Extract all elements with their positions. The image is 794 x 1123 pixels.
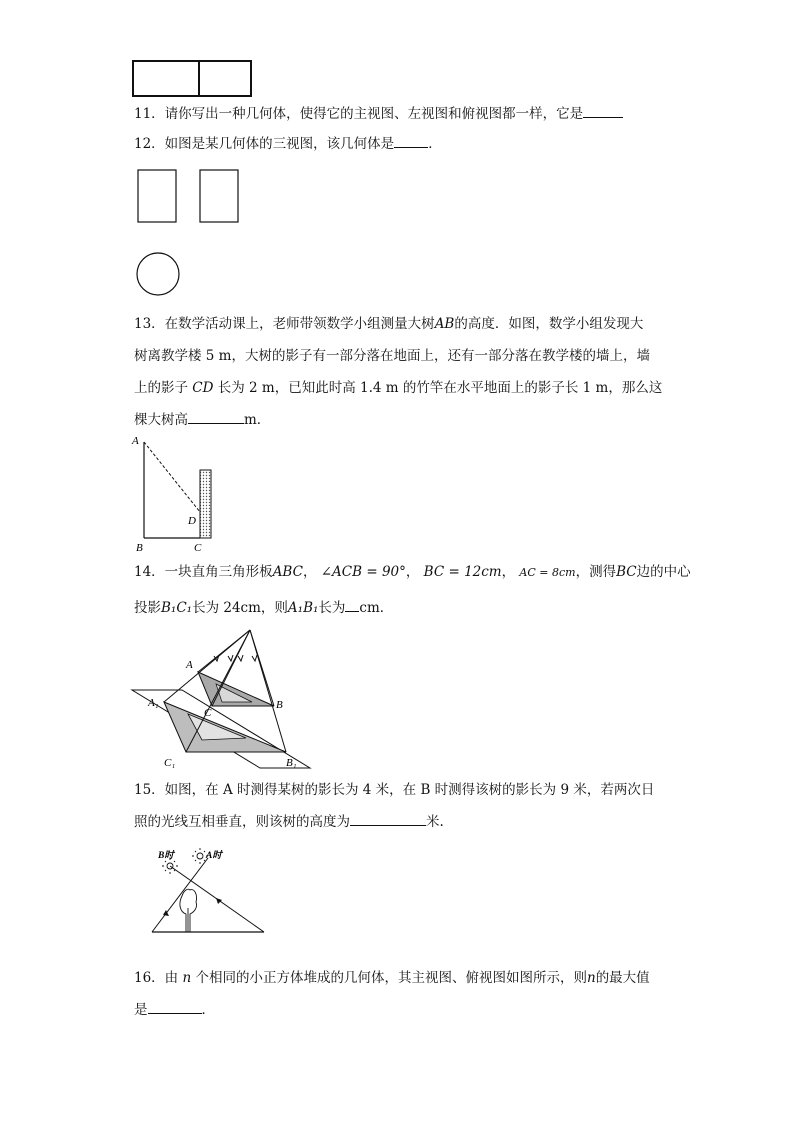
side-view-rect (200, 170, 238, 222)
front-view-rect (138, 170, 176, 222)
label-a: A (132, 435, 139, 447)
q14-var-bc: BC (616, 564, 637, 580)
q13-unit: m． (244, 412, 271, 428)
label-a-time: A时 (206, 851, 222, 861)
arrow-b (216, 898, 222, 904)
top-view-circle (137, 253, 179, 295)
q16-line2a: 是 (134, 1002, 148, 1018)
q13-line4: 棵大树高 (134, 412, 188, 428)
q13-var-cd: CD (192, 380, 214, 396)
q11-text: 11．请你写出一种几何体，使得它的主视图、左视图和俯视图都一样，它是 (134, 106, 584, 122)
question-15-line-1 (134, 774, 654, 806)
q14-line1c: 边的中心 (636, 564, 691, 580)
q14-var-abc: ABC (272, 564, 303, 580)
question-14-line-2 (134, 592, 393, 624)
label-d: D (188, 515, 196, 527)
q16-line1b: 个相同的小正方体堆成的几何体，其主视图、俯视图如图所示，则 (195, 970, 587, 986)
q14-line2a: 投影 (134, 600, 161, 616)
label-a1: A₁ (148, 697, 159, 709)
q15-line2: 照的光线互相垂直，则该树的高度为 (134, 814, 350, 830)
sun-ray (144, 442, 200, 512)
label-b: B (276, 699, 283, 711)
three-views-figure (134, 166, 246, 298)
q13-line1b: 的高度．如图，数学小组发现大 (454, 316, 644, 332)
building-wall (200, 470, 211, 538)
q14-answer-blank (345, 597, 359, 612)
q14-var-b1c1: B₁C₁ (161, 600, 193, 616)
q13-line3b: 长为 2 m，已知此时高 1.4 m 的竹竿在水平地面上的影子长 1 m，那么这 (217, 380, 663, 396)
q16-var-n-2: n (586, 970, 596, 986)
q11-answer-blank (583, 103, 623, 118)
central-projection-figure (128, 626, 314, 772)
q12-text: 12．如图是某几何体的三视图，该几何体是 (134, 136, 395, 152)
label-b-time: B时 (158, 851, 174, 861)
label-b: B (136, 542, 143, 554)
q16-answer-blank (148, 999, 202, 1014)
q16-line1c: 的最大值 (595, 970, 650, 986)
q14-line2b: 长为 24cm，则 (192, 600, 288, 616)
q15-answer-blank (350, 811, 426, 826)
q12-end: ． (428, 136, 442, 152)
top-view-figure (132, 60, 254, 98)
q12-answer-blank (394, 133, 428, 148)
question-15-line-2 (134, 806, 444, 838)
question-16-line-2 (134, 994, 215, 1026)
label-c: C (194, 542, 202, 554)
q15-unit: 米. (426, 814, 444, 830)
q14-bc: BC = 12cm (423, 564, 502, 580)
label-c1: C₁ (164, 757, 176, 769)
label-c: C (204, 707, 212, 719)
q15-line1: 15．如图，在 A 时测得某树的影长为 4 米，在 B 时测得该树的影长为 9 米，若两次日 (134, 782, 655, 798)
q16-end: ． (201, 1002, 215, 1018)
q16-line1a: 16．由 (134, 970, 179, 986)
ray-a (152, 858, 208, 932)
q14-line2c: 长为 (318, 600, 346, 616)
q14-line1b: ，测得 (575, 564, 617, 580)
q13-var-ab: AB (434, 316, 455, 332)
tree-shadow-figure (146, 844, 270, 936)
question-14-line-1: 14．一块直角三角形板ABC， ∠ACB = 90°， BC = 12cm， AC = 8cm，测得BC边的中心 (134, 564, 691, 580)
question-11 (134, 98, 623, 130)
triangle-shadow (164, 702, 286, 752)
q13-line3a: 上的影子 (134, 380, 188, 396)
q14-line1a: 14．一块直角三角形板 (134, 564, 273, 580)
tree-icon (180, 889, 197, 932)
q16-var-n: n (182, 970, 192, 986)
question-13-line-3 (134, 372, 662, 404)
question-13-line-1 (134, 308, 643, 340)
q14-angle: ∠ACB = 90° (320, 564, 406, 580)
q14-unit: cm． (359, 600, 394, 616)
tree-building-figure (130, 432, 230, 556)
label-b1: B₁ (286, 757, 297, 769)
question-16-line-1 (134, 962, 650, 994)
question-13-line-2 (134, 340, 650, 372)
q14-var-a1b1: A₁B₁ (287, 600, 319, 616)
q14-ac: AC = 8cm (519, 566, 576, 579)
q13-line1: 13．在数学活动课上，老师带领数学小组测量大树 (134, 316, 435, 332)
question-12 (134, 128, 442, 160)
q13-answer-blank (188, 409, 244, 424)
q13-line2: 树离教学楼 5 m，大树的影子有一部分落在地面上，还有一部分落在教学楼的墙上，墙 (134, 348, 650, 364)
label-a: A (186, 659, 193, 671)
